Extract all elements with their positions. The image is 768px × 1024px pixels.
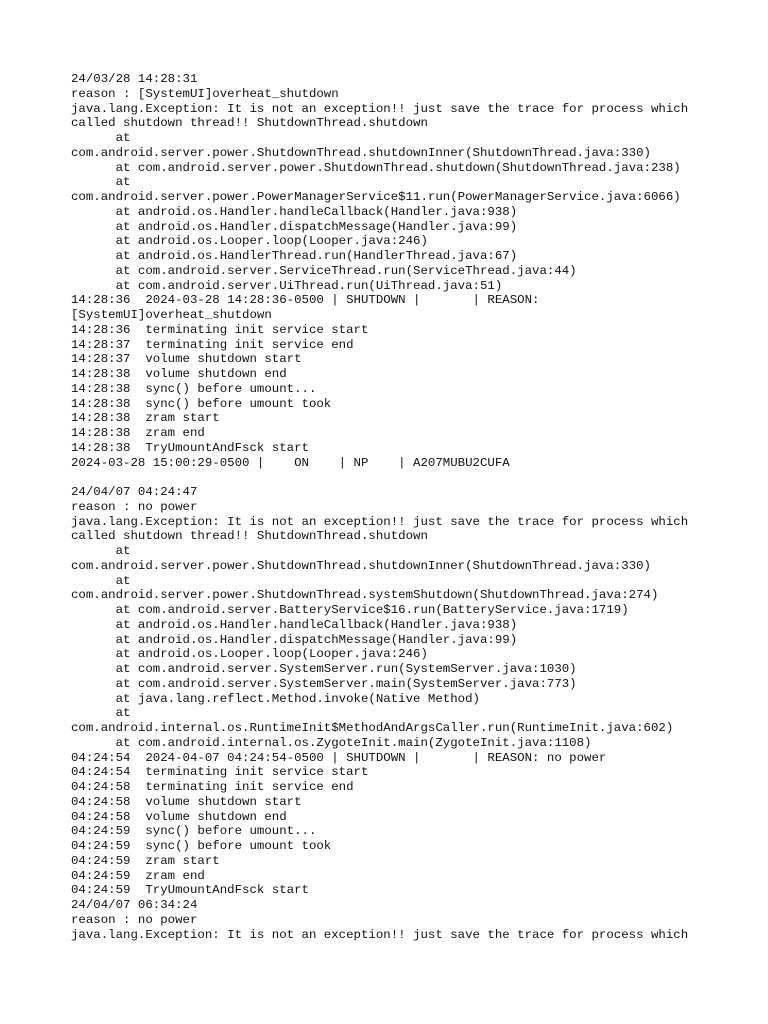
log-line: 2024-03-28 15:00:29-0500 | ON | NP | A207MUBU2CUFA <box>71 455 510 470</box>
log-line: called shutdown thread!! ShutdownThread.shutdown <box>71 116 428 131</box>
log-line: called shutdown thread!! ShutdownThread.shutdown <box>71 529 428 544</box>
log-line: 04:24:59 TryUmountAndFsck start <box>71 883 309 898</box>
log-line: at android.os.Handler.dispatchMessage(Handler.java:99) <box>71 219 518 234</box>
log-line: reason : no power <box>71 499 198 514</box>
log-line: at android.os.Handler.dispatchMessage(Handler.java:99) <box>71 632 518 647</box>
log-line: at android.os.Handler.handleCallback(Handler.java:938) <box>71 204 518 219</box>
log-line: 14:28:36 2024-03-28 14:28:36-0500 | SHUTDOWN | | REASON: <box>71 293 540 308</box>
log-line: 04:24:54 2024-04-07 04:24:54-0500 | SHUTDOWN | | REASON: no power <box>71 750 607 765</box>
log-line: at com.android.server.SystemServer.run(SystemServer.java:1030) <box>71 662 577 676</box>
log-line: java.lang.Exception: It is not an exception!! just save the trace for process which <box>71 927 689 942</box>
log-line: at com.android.server.ServiceThread.run(ServiceThread.java:44) <box>71 263 577 278</box>
log-line: at <box>71 175 131 190</box>
log-line: 04:24:59 zram end <box>71 868 205 883</box>
log-line: com.android.server.power.ShutdownThread.shutdownInner(ShutdownThread.java:330) <box>71 145 651 160</box>
log-line: 04:24:58 volume shutdown start <box>71 794 302 809</box>
log-line: at java.lang.reflect.Method.invoke(Native Method) <box>71 691 480 706</box>
log-line: com.android.server.power.ShutdownThread.systemShutdown(ShutdownThread.java:274) <box>71 588 659 603</box>
log-line: at <box>71 131 131 145</box>
log-line: 14:28:38 TryUmountAndFsck start <box>71 440 309 455</box>
log-line: reason : [SystemUI]overheat_shutdown <box>71 86 339 101</box>
log-line: 14:28:36 terminating init service start <box>71 322 369 337</box>
log-line: com.android.server.power.PowerManagerService$11.run(PowerManagerService.java:6066) <box>71 190 681 204</box>
log-line: at android.os.Handler.handleCallback(Handler.java:938) <box>71 617 518 632</box>
log-line: 14:28:38 zram end <box>71 426 205 440</box>
log-line: 14:28:38 sync() before umount... <box>71 381 317 396</box>
log-line: at <box>71 573 131 588</box>
log-line: at com.android.internal.os.ZygoteInit.main(ZygoteInit.java:1108) <box>71 735 592 750</box>
log-line: at android.os.Looper.loop(Looper.java:246) <box>71 234 428 249</box>
log-line: [SystemUI]overheat_shutdown <box>71 308 272 322</box>
log-line: 04:24:59 sync() before umount... <box>71 824 317 839</box>
log-line: at com.android.server.SystemServer.main(SystemServer.java:773) <box>71 676 577 691</box>
log-line: 14:28:38 sync() before umount took <box>71 396 332 411</box>
log-line: 14:28:38 zram start <box>71 411 220 426</box>
log-line: 04:24:54 terminating init service start <box>71 765 369 780</box>
log-line: 04:24:59 sync() before umount took <box>71 839 332 853</box>
log-line: 04:24:58 volume shutdown end <box>71 809 287 824</box>
log-line: 24/04/07 06:34:24 <box>71 898 198 912</box>
log-line: at android.os.HandlerThread.run(HandlerThread.java:67) <box>71 249 518 263</box>
log-line <box>71 470 761 485</box>
log-line: com.android.server.power.ShutdownThread.shutdownInner(ShutdownThread.java:330) <box>71 558 651 573</box>
log-line: 14:28:37 terminating init service end <box>71 337 354 352</box>
log-line: 14:28:38 volume shutdown end <box>71 367 287 381</box>
log-line: at com.android.server.UiThread.run(UiThread.java:51) <box>71 278 503 293</box>
log-line: 14:28:37 volume shutdown start <box>71 352 302 367</box>
log-line: 04:24:59 zram start <box>71 853 220 868</box>
log-line: com.android.internal.os.RuntimeInit$MethodAndArgsCaller.run(RuntimeInit.java:602) <box>71 721 674 735</box>
log-line: at <box>71 544 131 558</box>
log-line: 04:24:58 terminating init service end <box>71 780 354 794</box>
log-line: reason : no power <box>71 912 198 927</box>
log-line: at com.android.server.BatteryService$16.run(BatteryService.java:1719) <box>71 603 629 617</box>
log-line: at android.os.Looper.loop(Looper.java:246) <box>71 647 428 662</box>
log-line: at <box>71 706 131 721</box>
log-line: 24/04/07 04:24:47 <box>71 485 198 499</box>
log-line: java.lang.Exception: It is not an exception!! just save the trace for process which <box>71 514 689 529</box>
log-document <box>71 72 761 942</box>
log-line: java.lang.Exception: It is not an exception!! just save the trace for process which <box>71 101 689 116</box>
log-line: 24/03/28 14:28:31 <box>71 72 198 86</box>
log-line: at com.android.server.power.ShutdownThread.shutdown(ShutdownThread.java:238) <box>71 160 681 175</box>
